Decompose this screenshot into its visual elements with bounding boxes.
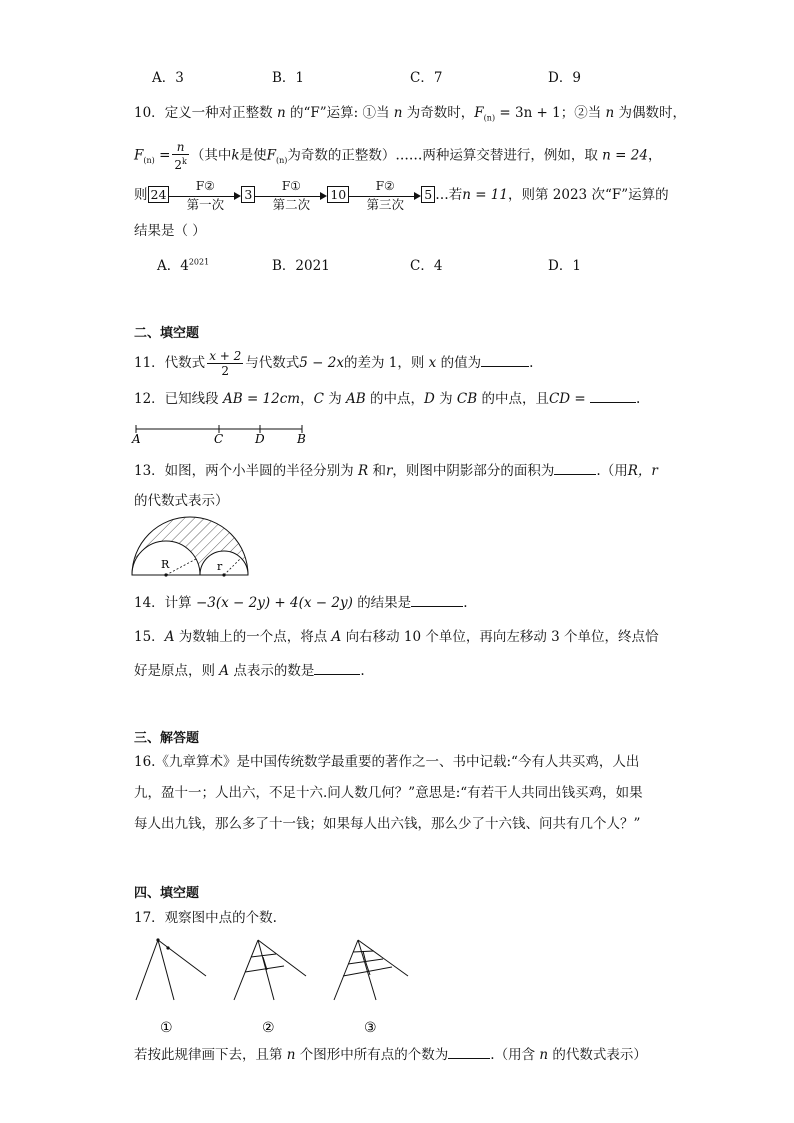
figure-label-2: ②	[262, 1020, 275, 1036]
point-label-A: A	[132, 432, 141, 446]
q10-box-24: 24	[148, 186, 170, 203]
label-R: R	[161, 558, 170, 571]
q10-line4: 结果是（ ）	[134, 223, 206, 239]
q10-option-d: D．1	[548, 258, 581, 274]
q10-line1: 10．定义一种对正整数 n 的“F”运算: ①当 n 为奇数时，$F_{(n)} = 3n + 1$；②当 n 为偶数时，	[134, 105, 687, 123]
q10-arrow-3: F② 第三次	[349, 179, 421, 213]
q9-option-d: D．9	[548, 70, 581, 86]
q9-option-b: B．1	[272, 70, 305, 86]
q14-answer-blank	[411, 592, 463, 607]
q11-answer-blank	[481, 352, 529, 367]
q10-arrow-1: F② 第一次	[169, 179, 241, 213]
point-label-D: D	[255, 432, 265, 446]
q10-box-3: 3	[241, 186, 255, 203]
q11: 11．代数式 $\frac{x + 2}{2}$ 与代数式5 − 2x的差为 1，则 x 的值为 .	[134, 349, 534, 378]
q17-figure-2	[234, 940, 306, 1000]
q14: 14．计算 −3(x − 2y) + 4(x − 2y) 的结果是 .	[134, 592, 467, 613]
q10-option-c: C．4	[410, 258, 443, 274]
q17-figures	[128, 932, 428, 1044]
q16-line3: 每人出九钱，那么多了十一钱；如果每人出六钱，那么少了十六钱、问共有几个人？”	[134, 816, 641, 832]
q13-line2: 的代数式表示）	[134, 493, 229, 509]
q10-arrow-2: F① 第二次	[255, 179, 327, 213]
q13-answer-blank	[554, 460, 596, 475]
q17-figure-3	[334, 940, 408, 1000]
q10-line3: 则 24 F② 第一次 3 F① 第二次 10 F② 第三次 5 …若n = 11，则第 2023 次“F”运算的	[134, 178, 669, 212]
q10-option-b: B．2021	[272, 258, 330, 274]
q16-line1: 16.《九章算术》是中国传统数学最重要的著作之一、书中记载:“今有人共买鸡，人出	[134, 754, 640, 770]
q12-answer-blank	[590, 388, 636, 403]
q17-line2: 若按此规律画下去，且第 n 个图形中所有点的个数为 .（用含 n 的代数式表示）	[134, 1044, 647, 1065]
q16-line2: 九，盈十一；人出六，不足十六.问人数几何？”意思是:“有若干人共同出钱买鸡，如果	[134, 785, 643, 801]
q9-option-c: C．7	[410, 70, 443, 86]
q15-line1: 15．A 为数轴上的一个点，将点 A 向右移动 10 个单位，再向左移动 3 个单位，终点恰	[134, 629, 659, 645]
q10-box-10: 10	[327, 186, 349, 203]
section-2-heading: 二、填空题	[134, 326, 200, 341]
figure-label-3: ③	[364, 1020, 377, 1036]
q17-line1: 17．观察图中点的个数.	[134, 910, 277, 926]
q17-figure-1	[136, 940, 206, 1000]
q12-segment-figure	[130, 420, 320, 448]
q12: 12．已知线段 AB = 12cm，C 为 AB 的中点，D 为 CB 的中点，且CD = .	[134, 388, 640, 409]
q10-fraction: $\frac{n}{2^k}$	[174, 140, 187, 172]
q15-answer-blank	[314, 660, 360, 675]
q10-line2: $F_{(n)}$ = $\frac{n}{2^k}$ （其中k是使$F_{(n)}$为奇数的正整数）……两种运算交替进行，例如，取 n = 24，	[134, 140, 662, 172]
figure-label-1: ①	[160, 1020, 173, 1036]
q10-box-5: 5	[421, 186, 435, 203]
q10-option-a: A．$4^{2021}$	[157, 257, 210, 274]
q9-option-a: A．3	[152, 70, 184, 86]
q13-line1: 13．如图，两个小半圆的半径分别为 R 和r，则图中阴影部分的面积为 .（用R，r	[134, 460, 658, 481]
q15-line2: 好是原点，则 A 点表示的数是 .	[134, 660, 365, 681]
q13-semicircle-figure	[128, 515, 252, 579]
point-label-C: C	[214, 432, 224, 446]
section-4-heading: 四、填空题	[134, 886, 200, 901]
point-label-B: B	[297, 432, 306, 446]
label-r: r	[217, 560, 223, 573]
section-3-heading: 三、解答题	[134, 731, 200, 746]
q17-answer-blank	[448, 1044, 490, 1059]
